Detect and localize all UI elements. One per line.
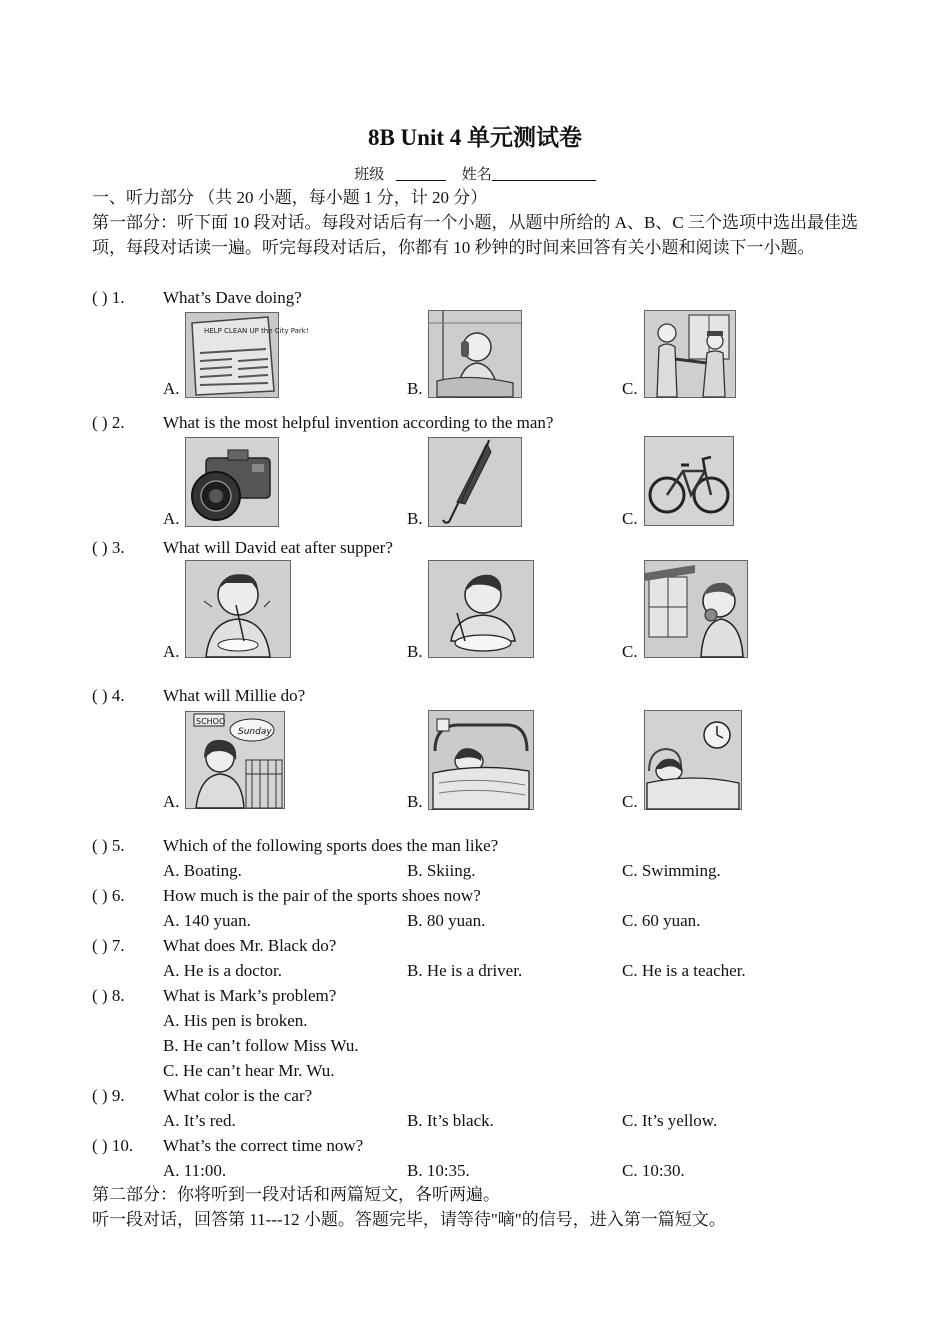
option-c[interactable]: C. He is a teacher.: [622, 961, 746, 980]
option-b[interactable]: B. 10:35.: [407, 1161, 470, 1180]
option-c[interactable]: C. 10:30.: [622, 1161, 685, 1180]
option-label[interactable]: C.: [622, 509, 638, 528]
question-text: What color is the car?: [163, 1086, 313, 1105]
question-text: What will Millie do?: [163, 686, 306, 705]
question-number: ( ) 2.: [92, 413, 125, 432]
phone-call-picture: [428, 310, 522, 398]
option-label[interactable]: B.: [407, 642, 423, 661]
question-number: ( ) 6.: [92, 886, 125, 905]
part2-intro: 第二部分：你将听到一段对话和两篇短文，各听两遍。: [92, 1185, 500, 1204]
option-c[interactable]: C. 60 yuan.: [622, 911, 701, 930]
bicycle-picture: [644, 436, 734, 526]
question-text: What’s Dave doing?: [163, 288, 302, 307]
option-label[interactable]: A.: [163, 509, 180, 528]
question-number: ( ) 4.: [92, 686, 125, 705]
option-a[interactable]: A. Boating.: [163, 861, 242, 880]
boy-eating-noodles-picture: [185, 560, 291, 658]
question-text: What does Mr. Black do?: [163, 936, 337, 955]
option-a[interactable]: A. It’s red.: [163, 1111, 236, 1130]
option-label[interactable]: A.: [163, 642, 180, 661]
section-heading: 一、听力部分 （共 20 小题，每小题 1 分，计 20 分）: [92, 188, 488, 207]
question-text: Which of the following sports does the man like?: [163, 836, 499, 855]
boy-eating-plate-picture: [428, 560, 534, 658]
class-blank[interactable]: [396, 164, 446, 181]
option-label[interactable]: C.: [622, 792, 638, 811]
question-text: What will David eat after supper?: [163, 538, 393, 557]
option-b[interactable]: B. 80 yuan.: [407, 911, 486, 930]
option-a[interactable]: A. 11:00.: [163, 1161, 227, 1180]
name-label: 姓名: [461, 167, 492, 183]
school-sign-text: SCHOO: [196, 717, 226, 726]
girl-school-sunday-picture: [185, 711, 285, 809]
option-label[interactable]: A.: [163, 792, 180, 811]
option-a[interactable]: A. His pen is broken.: [163, 1011, 308, 1030]
newspaper-headline: HELP CLEAN UP the City Park!: [204, 327, 309, 335]
boy-eating-apple-picture: [644, 560, 748, 658]
question-number: ( ) 1.: [92, 288, 125, 307]
option-b[interactable]: B. He is a driver.: [407, 961, 523, 980]
part2-dialogue-instructions: 听一段对话，回答第 11---12 小题。答题完毕，请等待"嘀"的信号，进入第一篇短文。: [92, 1210, 726, 1229]
option-label[interactable]: B.: [407, 509, 423, 528]
part1-instructions: 第一部分：听下面 10 段对话。每段对话后有一个小题，从题中所给的 A、B、C 三个选项中选出最佳选项，每段对话读一遍。听完每段对话后，你都有 10 秒钟的时间来回答有关小题和阅读下一小题。: [92, 213, 858, 257]
question-text: How much is the pair of the sports shoes now?: [163, 886, 481, 905]
camera-picture: [185, 437, 279, 527]
option-a[interactable]: A. 140 yuan.: [163, 911, 251, 930]
option-label[interactable]: C.: [622, 379, 638, 398]
option-c[interactable]: C. It’s yellow.: [622, 1111, 718, 1130]
option-label[interactable]: B.: [407, 792, 423, 811]
question-text: What is Mark’s problem?: [163, 986, 337, 1005]
option-label[interactable]: C.: [622, 642, 638, 661]
question-text: What’s the correct time now?: [163, 1136, 364, 1155]
question-number: ( ) 3.: [92, 538, 125, 557]
class-label: 班级: [354, 167, 385, 183]
girl-in-bed-picture: [428, 710, 534, 810]
option-a[interactable]: A. He is a doctor.: [163, 961, 282, 980]
umbrella-picture: [428, 437, 522, 527]
class-name-line: [0, 164, 950, 185]
option-c[interactable]: C. He can’t hear Mr. Wu.: [163, 1061, 335, 1080]
handshake-picture: [644, 310, 736, 398]
page-title: 8B Unit 4 单元测试卷: [367, 125, 583, 150]
question-number: ( ) 5.: [92, 836, 125, 855]
sunday-bubble-text: Sunday: [238, 727, 272, 737]
option-b[interactable]: B. It’s black.: [407, 1111, 494, 1130]
sleeping-clock-picture: [644, 710, 742, 810]
question-text: What is the most helpful invention according to the man?: [163, 413, 554, 432]
option-c[interactable]: C. Swimming.: [622, 861, 721, 880]
name-blank[interactable]: [492, 164, 596, 181]
question-number: ( ) 10.: [92, 1136, 134, 1155]
option-b[interactable]: B. Skiing.: [407, 861, 476, 880]
newspaper-picture: [185, 312, 309, 398]
question-number: ( ) 8.: [92, 986, 125, 1005]
option-b[interactable]: B. He can’t follow Miss Wu.: [163, 1036, 359, 1055]
option-label[interactable]: B.: [407, 379, 423, 398]
question-number: ( ) 9.: [92, 1086, 125, 1105]
question-number: ( ) 7.: [92, 936, 125, 955]
option-label[interactable]: A.: [163, 379, 180, 398]
